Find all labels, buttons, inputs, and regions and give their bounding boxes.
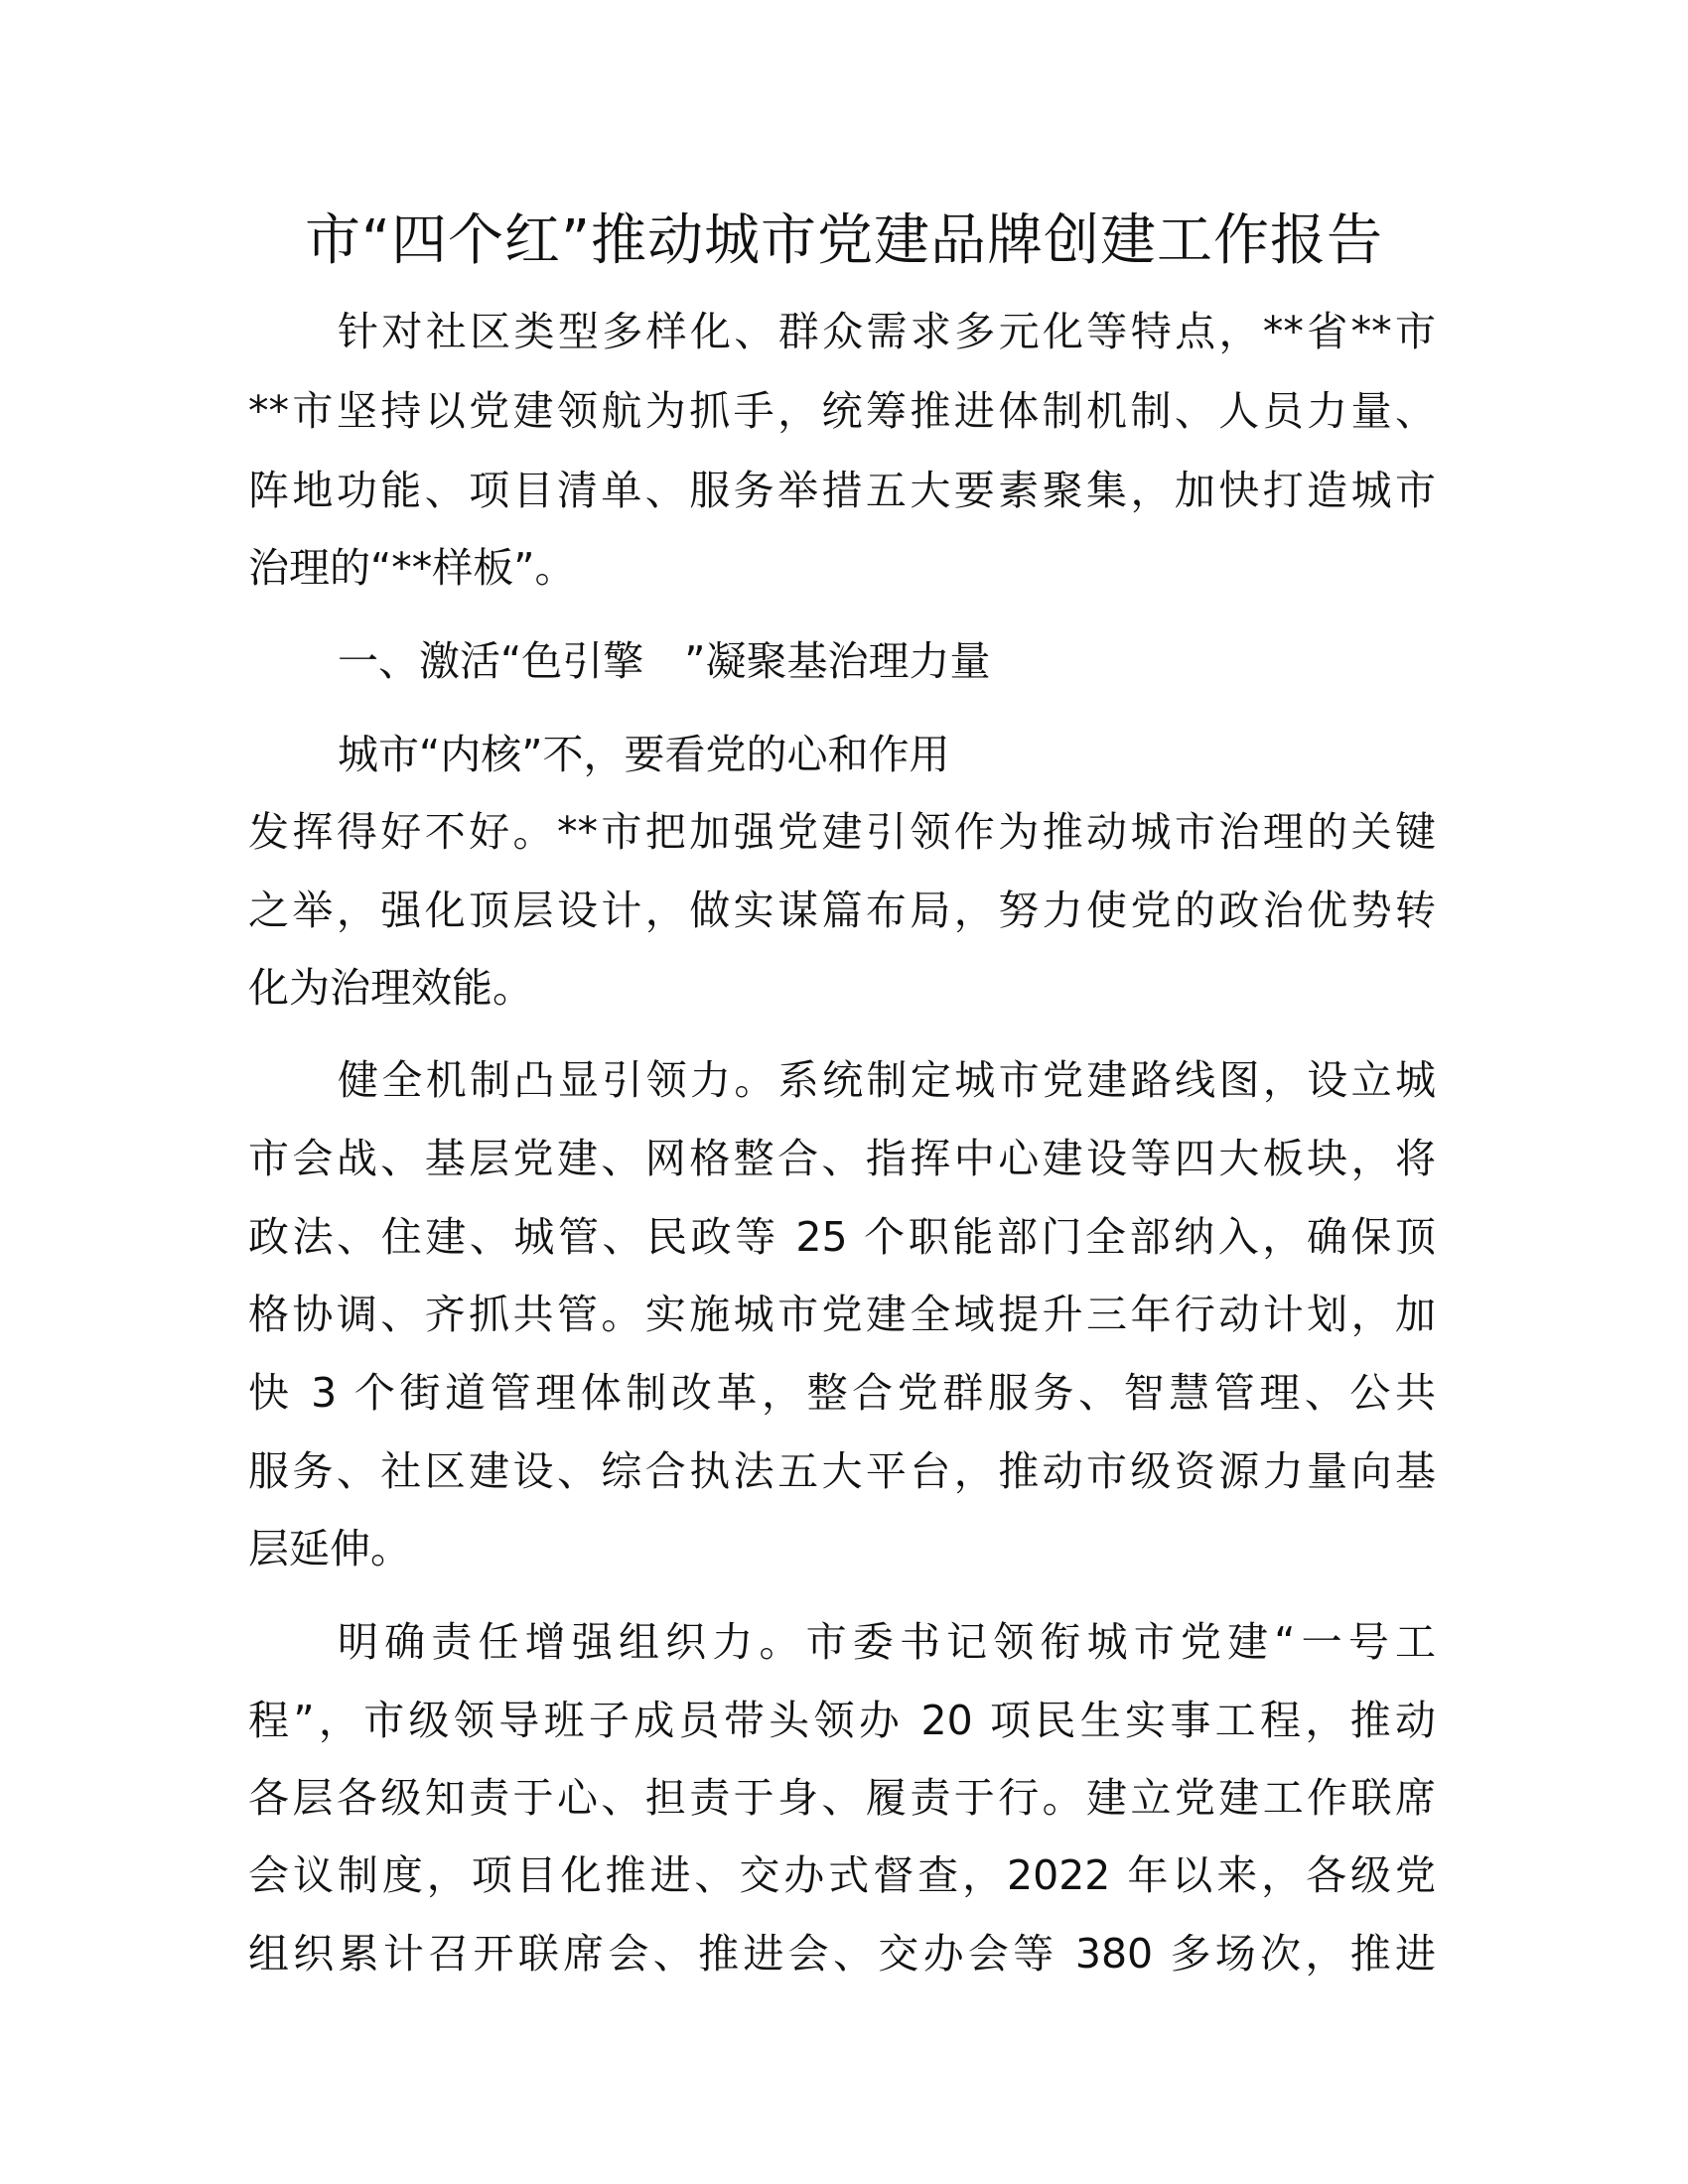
paragraph-4-line-2: 程”，市级领导班子成员带头领办 20 项民生实事工程，推动 [248, 1697, 1436, 1744]
paragraph-1-line-3: 阵地功能、项目清单、服务举措五大要素聚集，加快打造城市 [248, 467, 1436, 514]
paragraph-3-line-7: 层延伸。 [248, 1525, 411, 1572]
paragraph-2-line-1: 城市“内核”不，要看党的心和作用 [338, 731, 950, 778]
paragraph-3-line-2: 市会战、基层党建、网格整合、指挥中心建设等四大板块，将 [248, 1135, 1436, 1182]
paragraph-1-line-1: 针对社区类型多样化、群众需求多元化等特点，**省**市 [338, 308, 1436, 355]
paragraph-2-line-3: 之举，强化顶层设计，做实谋篇布局，努力使党的政治优势转 [248, 887, 1436, 934]
paragraph-3-line-5: 快 3 个街道管理体制改革，整合党群服务、智慧管理、公共 [248, 1369, 1436, 1417]
paragraph-3-line-1: 健全机制凸显引领力。系统制定城市党建路线图，设立城 [338, 1056, 1436, 1104]
paragraph-3-line-4: 格协调、齐抓共管。实施城市党建全域提升三年行动计划，加 [248, 1291, 1436, 1338]
paragraph-3-line-3: 政法、住建、城管、民政等 25 个职能部门全部纳入，确保顶 [248, 1213, 1436, 1261]
paragraph-4-line-1: 明确责任增强组织力。市委书记领衔城市党建“一号工 [338, 1618, 1436, 1666]
section-heading-1: 一、激活“色引擎 ”凝聚基治理力量 [338, 637, 991, 685]
paragraph-1-line-4: 治理的“**样板”。 [248, 544, 576, 592]
paragraph-2-line-4: 化为治理效能。 [248, 964, 533, 1012]
document-title: 市“四个红”推动城市党建品牌创建工作报告 [304, 208, 1384, 273]
paragraph-3-line-6: 服务、社区建设、综合执法五大平台，推动市级资源力量向基 [248, 1447, 1436, 1495]
paragraph-1-line-2: **市坚持以党建领航为抓手，统筹推进体制机制、人员力量、 [248, 387, 1436, 435]
paragraph-4-line-5: 组织累计召开联席会、推进会、交办会等 380 多场次，推进 [248, 1930, 1436, 1978]
paragraph-4-line-3: 各层各级知责于心、担责于身、履责于行。建立党建工作联席 [248, 1774, 1436, 1822]
paragraph-2-line-2: 发挥得好不好。**市把加强党建引领作为推动城市治理的关键 [248, 808, 1436, 856]
paragraph-4-line-4: 会议制度，项目化推进、交办式督查，2022 年以来，各级党 [248, 1851, 1436, 1899]
